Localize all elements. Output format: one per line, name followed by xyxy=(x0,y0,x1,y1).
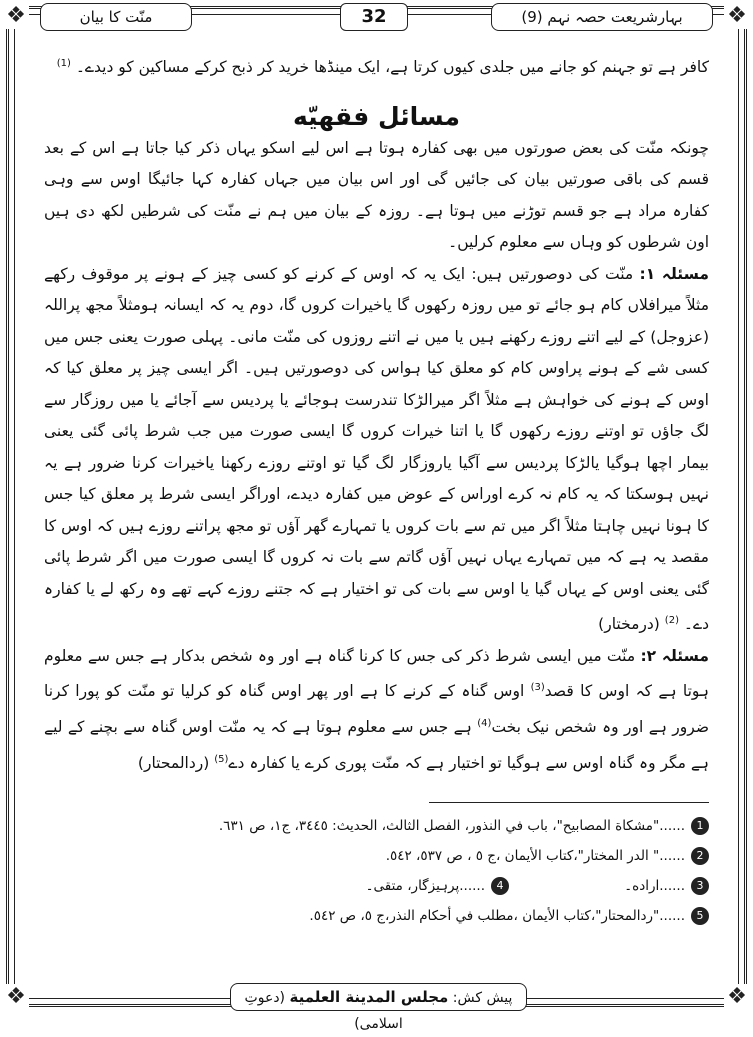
corner-ornament-icon: ❖ xyxy=(3,984,29,1010)
corner-ornament-icon: ❖ xyxy=(724,3,750,29)
footnote-ref: (2) xyxy=(664,615,679,627)
masala-2 xyxy=(44,641,709,779)
page-header xyxy=(40,3,713,33)
page-number: 32 xyxy=(340,3,408,31)
footnotes xyxy=(50,812,709,932)
masala-text: منّت کی دوصورتیں ہیں: ایک یہ کہ اوس کے کرنے کو کسی چیز کے ہونے پر موقوف رکھے مثلاً میرافلاں کام ہو جائے تو میں روزہ رکھوں گا یاخیرات کروں گا، دوم یہ کہ ایسانہ ہومثلاً مجھ پراللہ (عزوجل) کے لیے اتنے روزے رکھنے ہیں یا میں نے اتنے روزوں کی منّت مانی۔ پہلی صورت یعنی جس میں کسی شے کے ہونے پراوس کام کو معلق کیا ہواس کی دوصورتیں ہیں۔ اگر ایسی چیز پر معلق کیا کہ اوس کے ہونے کی خواہش ہے مثلاً اگر میرالڑکا تندرست ہوجائے یا پردیس سے آجائے یا میں روزگار سے لگ جاؤں تو اوتنے روزے رکھوں گا یا اتنا خیرات کروں گا ایسی صورت میں جب شرط پائی گئی یعنی بیمار اچھا ہوگیا یالڑکا پردیس سے آگیا یاروزگار لگ گیا تو اوتنے روزے رکھنا یاخیرات کرنا ضرور ہے یہ نہیں ہوسکتا کہ یہ کام نہ کرے اوراس کے عوض میں کفارہ دیدے، اوراگر ایسی شرط پر معلق کیا جس کا ہونا نہیں چاہتا مثلاً اگر میں تم سے بات کروں یا تمہارے گھر آؤں تو مجھ پراتنے روزے ہیں کہ اوس کا مقصد یہ ہے کہ میں تمہارے یہاں نہیں آؤں گاتم سے بات نہ کروں گا ایسی صورت میں اگر شرط پائی گئی یعنی اوس کے یہاں گیا یا اوس سے بات کی تو اختیار ہے کہ جتنے روزے کہے تھے وہ رکھ لے یا کفارہ دے۔ xyxy=(44,264,709,634)
footnote-number: 3 xyxy=(691,877,709,895)
footnote-number: 2 xyxy=(691,847,709,865)
footnote-text: ......"ردالمحتار"،كتاب الأيمان ،مطلب في أحكام النذر،ج ٥، ص ٥٤٢. xyxy=(309,908,685,924)
footer-org: مجلس المدينة العلمية xyxy=(289,988,449,1006)
page-footer xyxy=(230,983,527,1032)
footnote-number: 4 xyxy=(491,877,509,895)
corner-ornament-icon: ❖ xyxy=(724,984,750,1010)
footnote-ref: (5) xyxy=(214,753,229,765)
footer-suffix: (دعوتِ اسلامی) xyxy=(244,990,403,1032)
masala-label: مسئلہ ۱: xyxy=(639,264,709,283)
footnote-item xyxy=(50,902,709,932)
book-title: بہارشریعت حصہ نہم (9) xyxy=(491,3,713,31)
footnote-ref: (1) xyxy=(56,58,71,69)
footnote-item xyxy=(50,812,709,842)
footnote-ref: (3) xyxy=(530,682,545,694)
footnote-number: 1 xyxy=(691,817,709,835)
masala-1 xyxy=(44,259,709,641)
corner-ornament-icon: ❖ xyxy=(3,3,29,29)
footnote-item xyxy=(50,842,709,872)
masala-text: اوس گناہ کے کرنے کا ہے اور پھر اوس گناہ کو کرلیا تو منّت کو پورا کرنا ضرور ہے اور وہ شخص نیک بخت xyxy=(44,682,709,737)
chapter-title: منّت کا بیان xyxy=(40,3,192,31)
footnote-text: ......" الدر المختار"،كتاب الأيمان ،ج ٥ ، ص ٥٣٧، ٥٤٢. xyxy=(385,848,685,864)
footer-prefix: پیش کش: xyxy=(452,990,513,1006)
paragraph-intro: چونکہ منّت کی بعض صورتوں میں بھی کفارہ ہوتا ہے اس لیے اسکو یہاں ذکر کیا جاتا ہے اس کے بعد قسم کی باقی صورتیں بیان کی جائیں گی اور اس بیان میں جہاں کفارہ کہا جائیگا اوس سے وہی کفارہ مراد ہے جو قسم توڑنے میں ہوتا ہے۔ روزہ کے بیان میں ہم نے منّت کی شرطیں لکھ دی ہیں اون شرطوں کو وہاں سے معلوم کرلیں۔ xyxy=(44,138,709,252)
footnote-text: ......پرہیزگار، متقی۔ xyxy=(365,878,485,894)
masala-text: منّت میں ایسی شرط ذکر کی جس کا کرنا گناہ ہے اور وہ شخص بدکار ہے جس سے معلوم ہوتا ہے کہ اوس کا قصد xyxy=(44,646,709,701)
footnote-row xyxy=(50,872,709,902)
main-content xyxy=(44,48,709,779)
footnote-item xyxy=(309,872,509,902)
source-ref: (ردالمحتار) xyxy=(137,753,210,772)
footnote-text: ......"مشكاة المصابيح"، باب في النذور، الفصل الثالث، الحديث: ٣٤٤٥، ج١، ص ٦٣١. xyxy=(218,818,685,834)
footnote-divider xyxy=(429,802,709,803)
footnote-ref: (4) xyxy=(477,717,492,729)
footnote-item xyxy=(509,872,709,902)
footnote-text: ......اراده۔ xyxy=(624,878,685,894)
masala-label: مسئلہ ۲: xyxy=(640,646,709,665)
section-heading: مسائل فقهيّه xyxy=(293,101,460,131)
intro-text: کافر ہے تو جہنم کو جانے میں جلدی کیوں کرتا ہے، ایک مینڈھا خرید کر ذبح کرکے مساکین کو دیدے۔ xyxy=(75,58,709,77)
intro-line xyxy=(44,48,709,84)
footnote-number: 5 xyxy=(691,907,709,925)
masala-text: ہے جس سے معلوم ہوتا ہے کہ یہ منّت اوس گناہ سے بچنے کے لیے ہے مگر وہ گناہ اوس سے ہوگیا تو اختیار ہے کہ منّت پوری کرے یا کفارہ دے xyxy=(44,718,709,772)
source-ref: (درمختار) xyxy=(598,615,660,634)
